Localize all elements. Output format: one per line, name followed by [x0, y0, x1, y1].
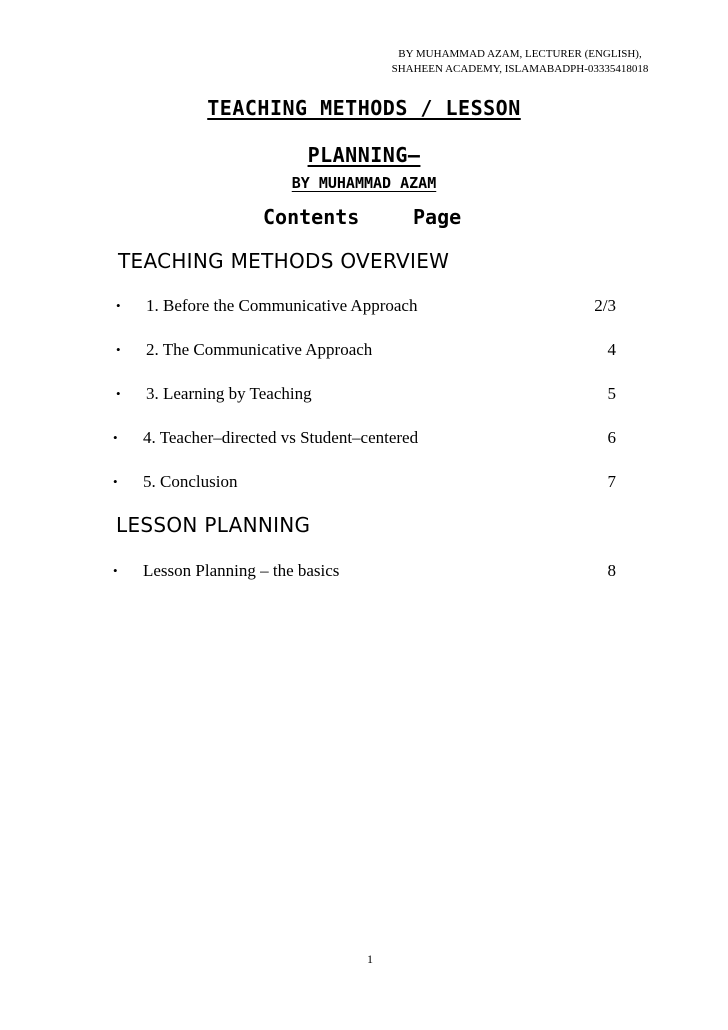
- toc-entry[interactable]: [116, 338, 616, 362]
- toc-entry-page: 4: [607, 340, 616, 359]
- bullet-icon: •: [116, 298, 121, 313]
- page-label: Page: [413, 205, 462, 229]
- toc-entry[interactable]: [116, 294, 616, 318]
- document-title-line-1: TEACHING METHODS / LESSON: [207, 96, 521, 120]
- contents-label: Contents: [263, 205, 360, 229]
- bullet-icon: •: [113, 563, 118, 578]
- bullet-icon: •: [113, 430, 118, 445]
- toc-entry-label: 3. Learning by Teaching: [146, 384, 312, 403]
- toc-entry-label: Lesson Planning – the basics: [143, 561, 340, 580]
- header-line-1: BY MUHAMMAD AZAM, LECTURER (ENGLISH),: [398, 48, 642, 60]
- toc-entry[interactable]: [113, 559, 616, 583]
- toc-entry[interactable]: [113, 426, 616, 450]
- bullet-icon: •: [116, 386, 121, 401]
- author-byline: BY MUHAMMAD AZAM: [291, 174, 437, 192]
- toc-entry[interactable]: [113, 470, 616, 494]
- toc-entry-label: 1. Before the Communicative Approach: [146, 296, 418, 315]
- toc-entry-page: 2/3: [594, 296, 616, 315]
- page-header: [370, 47, 670, 77]
- bullet-icon: •: [116, 342, 121, 357]
- toc-entry-label: 2. The Communicative Approach: [146, 340, 373, 359]
- bullet-icon: •: [113, 474, 118, 489]
- page-number: 1: [367, 952, 373, 966]
- section-heading-lesson-planning: LESSON PLANNING: [116, 513, 311, 537]
- toc-entry-page: 6: [607, 428, 616, 447]
- toc-entry-page: 5: [607, 384, 616, 403]
- document-title-line-2: PLANNING–: [307, 143, 421, 167]
- toc-entry-page: 7: [607, 472, 616, 491]
- header-line-2: SHAHEEN ACADEMY, ISLAMABADPH-03335418018: [391, 63, 649, 75]
- toc-entry-label: 5. Conclusion: [143, 472, 238, 491]
- section-heading-teaching-methods: TEACHING METHODS OVERVIEW: [118, 249, 450, 273]
- toc-entry[interactable]: [116, 382, 616, 406]
- contents-heading: [263, 205, 461, 229]
- toc-entry-label: 4. Teacher–directed vs Student–centered: [143, 428, 419, 447]
- toc-entry-page: 8: [607, 561, 616, 580]
